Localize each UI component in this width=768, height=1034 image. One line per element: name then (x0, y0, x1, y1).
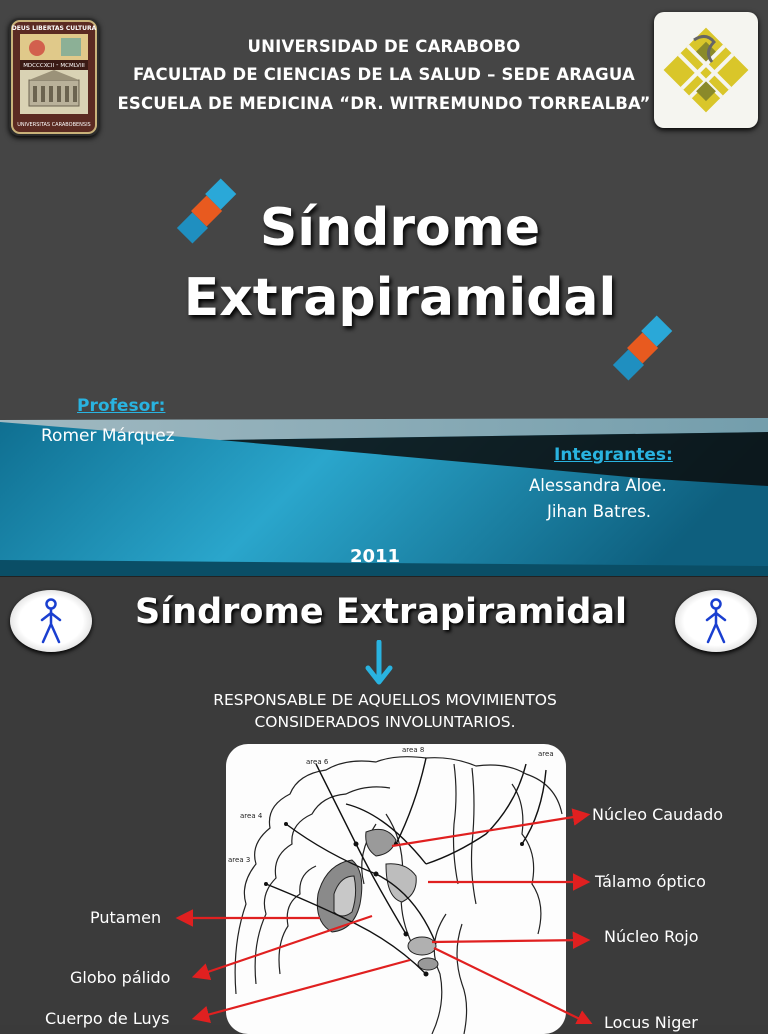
brain-diagram (226, 744, 566, 1034)
slide-description (0, 689, 768, 733)
profesor-label: Profesor: (77, 396, 166, 416)
label-globo-palido: Globo pálido (70, 968, 171, 987)
year: 2011 (349, 546, 401, 567)
diagram-label: area 4 (240, 812, 263, 820)
faculty-name: FACULTAD DE CIENCIAS DE LA SALUD – SEDE ARAGUA (133, 65, 635, 84)
desc-line-2: CONSIDERADOS INVOLUNTARIOS. (254, 713, 516, 731)
label-nucleo-caudado: Núcleo Caudado (592, 805, 724, 824)
seal-motto: DEUS LIBERTAS CULTURA (11, 25, 97, 32)
diagram-label: area (538, 750, 554, 758)
member-name: Jihan Batres. (547, 502, 652, 521)
diagram-label: area 3 (228, 856, 251, 864)
diagram-label: area 6 (306, 758, 329, 766)
desc-line-1: RESPONSABLE DE AQUELLOS MOVIMIENTOS (213, 691, 557, 709)
profesor-name: Romer Márquez (41, 426, 175, 446)
slide-title: Síndrome Extrapiramidal (134, 592, 628, 632)
title-line-1: Síndrome (259, 198, 541, 258)
integrantes-label: Integrantes: (554, 445, 673, 465)
school-name: ESCUELA DE MEDICINA “DR. WITREMUNDO TORREALBA” (117, 94, 651, 113)
label-nucleo-rojo: Núcleo Rojo (604, 927, 699, 946)
label-talamo-optico: Tálamo óptico (595, 872, 706, 891)
label-locus-niger: Locus Niger (604, 1013, 698, 1032)
diagram-label: area 8 (402, 746, 425, 754)
seal-roman: MDCCCXCII ⁃ MCMLVIII (23, 63, 85, 69)
university-name: UNIVERSIDAD DE CARABOBO (247, 37, 521, 56)
member-name: Alessandra Aloe. (529, 476, 667, 495)
seal-ring-text: UNIVERSITAS CARABOBENSIS (17, 122, 91, 128)
title-line-2: Extrapiramidal (183, 268, 617, 328)
down-arrow-icon (364, 640, 394, 690)
label-cuerpo-de-luys: Cuerpo de Luys (45, 1009, 170, 1028)
label-putamen: Putamen (90, 908, 162, 927)
